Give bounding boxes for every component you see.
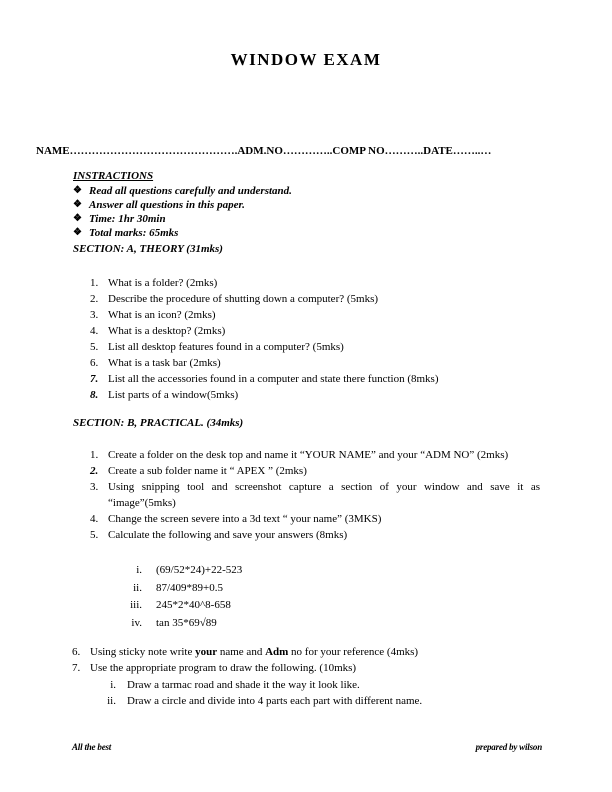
question-item: 6. What is a task bar (2mks) <box>90 357 221 369</box>
drawing-tasks-list <box>100 677 422 709</box>
instruction-item: ❖ Time: 1hr 30min <box>73 213 166 225</box>
instruction-item: ❖ Read all questions carefully and understand. <box>73 185 292 197</box>
calculation-item: iii. 245*2*40^8-658 <box>130 599 231 611</box>
question-item: 8. List parts of a window(5mks) <box>90 389 239 401</box>
question-item: 4. What is a desktop? (2mks) <box>90 325 226 337</box>
question-item: 6. Using sticky note write your name and Adm no for your reference (4mks) <box>72 646 419 658</box>
question-item: 3. Using snipping tool and screenshot capture a section of your window and save it as “image”(5mks) <box>90 481 540 509</box>
instructions-heading: INSTRACTIONS <box>73 170 154 182</box>
question-item: 7. Use the appropriate program to draw the following. (10mks) <box>72 662 357 674</box>
bullet-icon: ❖ <box>73 199 82 210</box>
section-a-questions <box>90 275 439 403</box>
bullet-icon: ❖ <box>73 185 82 196</box>
exam-title: WINDOW EXAM <box>230 50 382 69</box>
calculation-item: ii. 87/409*89+0.5 <box>133 581 224 594</box>
instruction-item: ❖ Answer all questions in this paper. <box>73 199 245 211</box>
question-item: 7. List all the accessories found in a computer and state there function (8mks) <box>90 373 439 385</box>
student-details-line: NAME……………………………………….ADM.NO…………..COMP NO………..DATE……..… <box>36 145 492 157</box>
question-item: 5. List all desktop features found in a computer? (5mks) <box>90 341 344 353</box>
section-b-questions <box>90 447 540 543</box>
section-a-heading: SECTION: A, THEORY (31mks) <box>73 243 223 255</box>
footer-author-note: prepared by wilson <box>475 742 542 752</box>
question-item: 4. Change the screen severe into a 3d text “ your name” (3MKS) <box>90 513 382 525</box>
question-item: 5. Calculate the following and save your answers (8mks) <box>90 529 348 541</box>
question-item: 2. Create a sub folder name it “ APEX ” (2mks) <box>90 465 307 477</box>
drawing-task-item: ii. Draw a circle and divide into 4 parts each part with different name. <box>107 695 423 707</box>
question-item: 1. Create a folder on the desk top and name it “YOUR NAME” and your “ADM NO” (2mks) <box>90 449 509 461</box>
question-item: 1. What is a folder? (2mks) <box>90 277 218 289</box>
footer-left-note: All the best <box>72 742 112 752</box>
calculation-list <box>112 562 242 632</box>
question-item: 2. Describe the procedure of shutting down a computer? (5mks) <box>90 293 379 305</box>
calculation-item: i. (69/52*24)+22-523 <box>136 564 243 576</box>
bullet-icon: ❖ <box>73 227 82 238</box>
drawing-task-item: i. Draw a tarmac road and shade it the way it look like. <box>110 679 360 691</box>
section-b-later-questions <box>72 644 418 676</box>
instructions-list <box>73 184 292 240</box>
bullet-icon: ❖ <box>73 213 82 224</box>
calculation-item: iv. tan 35*69√89 <box>131 616 217 629</box>
question-item: 3. What is an icon? (2mks) <box>90 309 216 321</box>
section-b-heading: SECTION: B, PRACTICAL. (34mks) <box>73 417 244 429</box>
instruction-item: ❖ Total marks: 65mks <box>73 227 179 239</box>
